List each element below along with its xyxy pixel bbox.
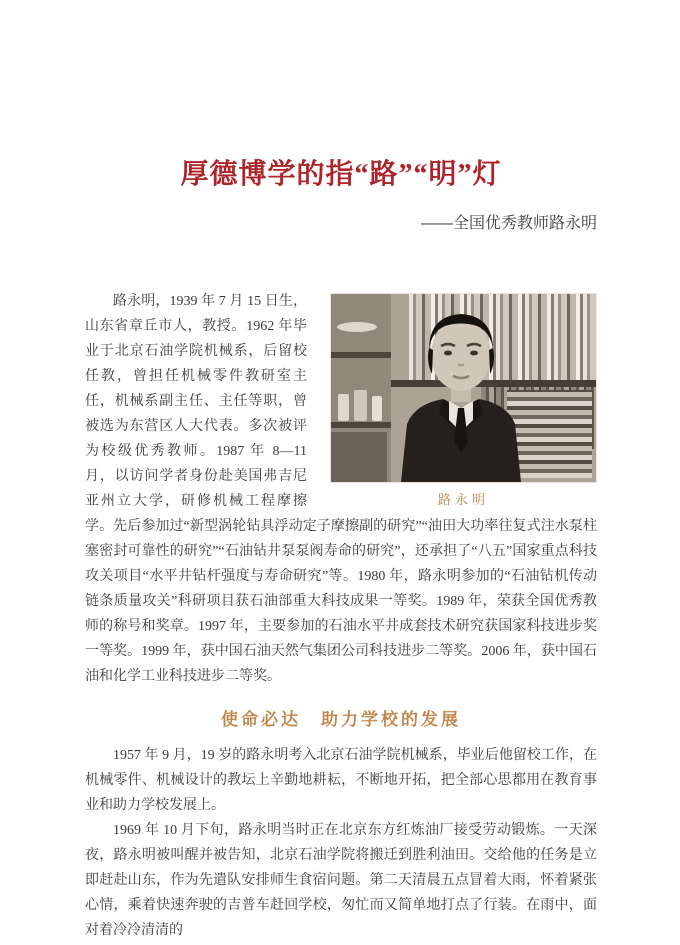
section-paragraph-1: 1957 年 9 月，19 岁的路永明考入北京石油学院机械系，毕业后他留校工作，在机械零件、机械设计的教坛上辛勤地耕耘，不断地开拓，把全部心思都用在教育事业和助力学校发展上。 bbox=[85, 748, 597, 813]
intro-paragraph: 路永明，1939 年 7 月 15 日生，山东省章丘市人，教授。1962 年毕业于北京石油学院机械系，后留校任教，曾担任机械零件教研室主任，机械系副主任、主任等职，曾被选为东营区人大代表。多次被评为校级优秀教师。1987 年 8—11 月，以访问学者身份赴美国弗吉尼亚州立大学，研修机械工程摩擦学。先后参加过“新型涡轮钻具浮动定子摩擦副的研究”“油田大功率往复式注水泵柱塞密封可靠性的研究”“石油钻井泵泵阀寿命的研究”，还承担了“八五”国家重点科技攻关项目“水平井钻杆强度与寿命研究”等。1980 年，路永明参加的“石油钻机传动链条质量攻关”科研项目获石油部重大科技成果一等奖。1989 年，荣获全国优秀教师的称号和奖章。1997 年，主要参加的石油水平井成套技术研究获国家科技进步奖一等奖。1999 年，获中国石油天然气集团公司科技进步二等奖。2006 年，获中国石油和化学工业科技进步二等奖。 bbox=[85, 294, 597, 684]
text-block bbox=[85, 0, 597, 943]
portrait-photo bbox=[330, 293, 597, 483]
page-title: 厚德博学的指“路”“明”灯 bbox=[180, 159, 502, 190]
intro-section bbox=[85, 289, 597, 689]
section-heading: 使命必达 助力学校的发展 bbox=[221, 710, 461, 729]
man-figure bbox=[379, 302, 544, 482]
section-paragraph-2: 1969 年 10 月下旬，路永明当时正在北京东方红炼油厂接受劳动锻炼。一天深夜，路永明被叫醒并被告知，北京石油学院将搬迁到胜利油田。交给他的任务是立即赶赴山东，作为先遣队安排师生食宿问题。第二天清晨五点冒着大雨，怀着紧张心情，乘着快速奔驶的吉普车赶回学校，匆忙而又简单地打点了行装。在雨中，面对着冷冷清清的 bbox=[85, 823, 597, 938]
photo-block bbox=[330, 293, 597, 508]
page-subtitle: ——全国优秀教师路永明 bbox=[420, 215, 597, 232]
photo-caption: 路永明 bbox=[437, 492, 489, 507]
